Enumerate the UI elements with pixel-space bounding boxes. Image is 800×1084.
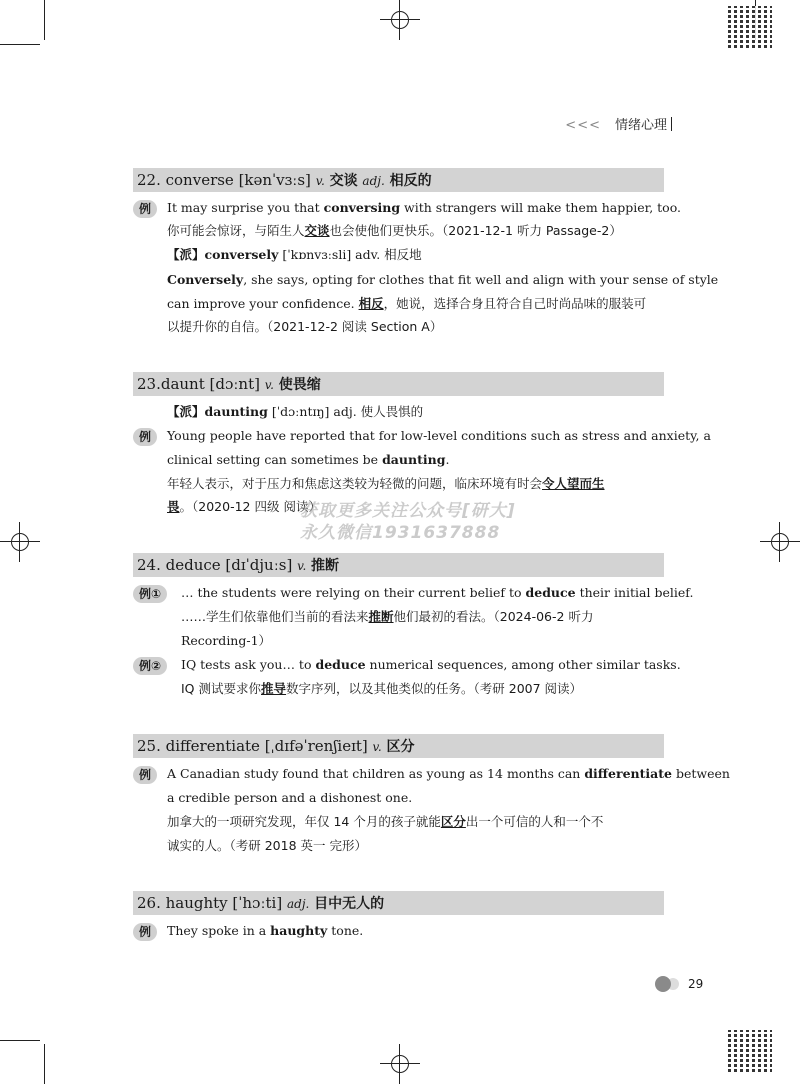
watermark-line: 永久微信1931637888 (300, 523, 501, 543)
entry-word: 25. differentiate [ˌdɪfəˈrenʃieɪt] (137, 737, 368, 755)
header-title: 情绪心理 (614, 118, 667, 133)
example-badge: 例 (133, 766, 157, 784)
entry-pos: adj. (286, 897, 310, 911)
header-bar (671, 117, 672, 131)
example-line: 畏。（2020-12 四级 阅读） (167, 499, 321, 514)
entry-meaning: 使畏缩 (278, 377, 321, 393)
example-badge: 例 (133, 200, 157, 218)
registration-mark (760, 522, 800, 562)
registration-mark (380, 1044, 420, 1084)
crop-mark (0, 44, 40, 45)
example-line: ……学生们依靠他们当前的看法来推断他们最初的看法。（2024-06-2 听力 (181, 609, 594, 624)
crop-mark (0, 1040, 40, 1041)
page-dot (655, 976, 671, 992)
example-line: Recording-1） (181, 633, 272, 648)
example-badge: 例 (133, 428, 157, 446)
entry-word: 22. converse [kənˈvɜːs] (137, 171, 311, 189)
crop-mark (44, 0, 45, 40)
entry-meaning: 交谈 (329, 173, 358, 189)
entry-heading (133, 372, 664, 396)
derivative-line: 【派】conversely [ˈkɒnvɜːsli] adv. 相反地 (167, 247, 422, 262)
example-badge: 例 (133, 923, 157, 941)
derivative-line: 【派】daunting [ˈdɔːntɪŋ] adj. 使人畏惧的 (167, 404, 424, 419)
example-badge: 例① (133, 585, 167, 603)
example-line: a credible person and a dishonest one. (167, 790, 413, 805)
example-line: can improve your confidence. 相反，她说，选择合身且符合自己时尚品味的服装可 (167, 296, 647, 311)
watermark (300, 500, 516, 544)
example-badge: 例② (133, 657, 167, 675)
registration-mark (380, 0, 420, 40)
example-line: IQ tests ask you… to deduce numerical sequences, among other similar tasks. (181, 657, 681, 672)
entry-pos: v. (264, 378, 274, 392)
example-line: clinical setting can sometimes be daunting. (167, 452, 450, 467)
example-line: 诚实的人。（考研 2018 英一 完形） (167, 838, 367, 853)
qr-code (728, 1030, 772, 1074)
example-line: A Canadian study found that children as young as 14 months can differentiate between (167, 766, 730, 781)
entry-heading (133, 891, 664, 915)
example-line: Young people have reported that for low-level conditions such as stress and anxiety, a (167, 428, 711, 443)
entry-pos: adj. (362, 174, 385, 188)
example-line: … the students were relying on their current belief to deduce their initial belief. (181, 585, 694, 600)
example-line: IQ 测试要求你推导数字序列，以及其他类似的任务。（考研 2007 阅读） (181, 681, 583, 696)
entry-heading (133, 734, 664, 758)
entry-word: 24. deduce [dɪˈdjuːs] (137, 556, 293, 574)
example-line: It may surprise you that conversing with strangers will make them happier, too. (167, 200, 681, 215)
example-line: 你可能会惊讶，与陌生人交谈也会使他们更快乐。（2021-12-1 听力 Passage-2） (167, 223, 622, 238)
example-line: They spoke in a haughty tone. (167, 923, 364, 938)
registration-mark (0, 522, 40, 562)
example-line: 加拿大的一项研究发现，年仅 14 个月的孩子就能区分出一个可信的人和一个不 (167, 814, 604, 829)
entry-meaning: 目中无人的 (314, 896, 385, 912)
entry-word: 26. haughty [ˈhɔːti] (137, 894, 283, 912)
running-header (565, 114, 672, 133)
entry-meaning: 区分 (386, 739, 415, 755)
page-number: 29 (688, 977, 704, 991)
entry-meaning: 相反的 (389, 173, 432, 189)
entry-pos: v. (297, 559, 307, 573)
qr-code (728, 6, 772, 50)
entry-word: 23.daunt [dɔːnt] (137, 375, 260, 393)
entry-heading (133, 553, 664, 577)
entry-pos: v. (315, 174, 325, 188)
watermark-line: 获取更多关注公众号[研大] (300, 501, 516, 521)
entry-pos: v. (372, 740, 382, 754)
example-line: 以提升你的自信。（2021-12-2 阅读 Section A） (167, 319, 443, 334)
example-line: 年轻人表示，对于压力和焦虑这类较为轻微的问题，临床环境有时会令人望而生 (167, 476, 605, 491)
entry-heading (133, 168, 664, 192)
header-arrows: <<< (565, 118, 601, 133)
crop-mark (44, 1044, 45, 1084)
example-line: Conversely, she says, opting for clothes that fit well and align with your sense of style (167, 272, 719, 287)
entry-meaning: 推断 (311, 558, 340, 574)
